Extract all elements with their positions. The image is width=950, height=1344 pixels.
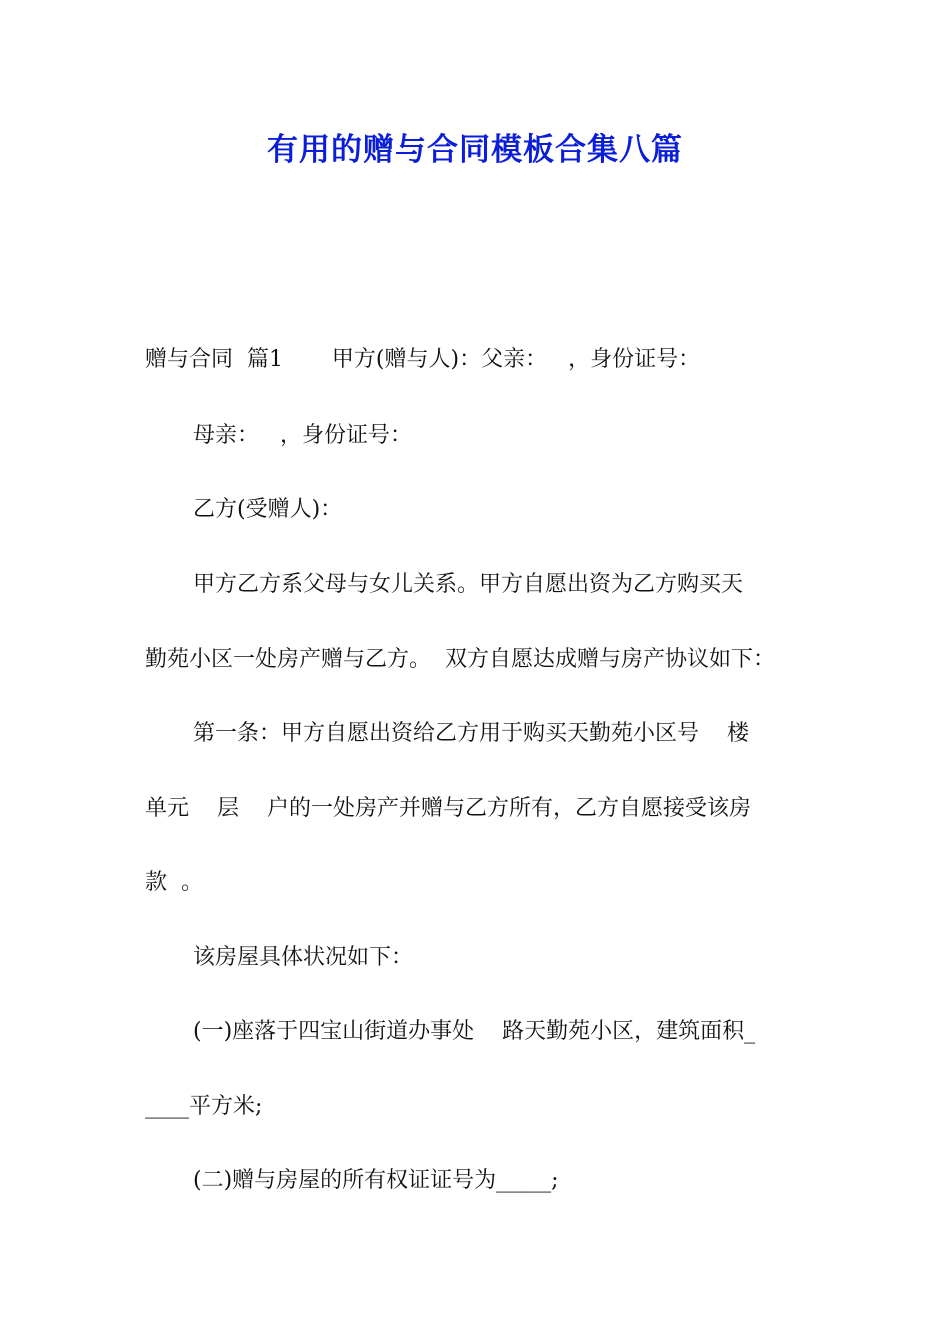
paragraph-line-article-1-cont: 单元 层 户的一处房产并赠与乙方所有，乙方自愿接受该房 [145, 796, 751, 821]
paragraph-line-party-b: 乙方(受赠人)： [193, 497, 343, 522]
paragraph-line-article-1: 第一条：甲方自愿出资给乙方用于购买天勤苑小区号 楼 [193, 721, 749, 746]
paragraph-line-article-1-end: 款 。 [145, 870, 203, 895]
document-title: 有用的赠与合同模板合集八篇 [267, 132, 683, 168]
paragraph-line-contract-heading: 赠与合同 篇1 甲方(赠与人)：父亲： ，身份证号： [145, 347, 701, 372]
paragraph-line-mother: 母亲： ，身份证号： [193, 423, 412, 448]
paragraph-line-item-1: (一)座落于四宝山街道办事处 路天勤苑小区，建筑面积_ [193, 1019, 756, 1044]
paragraph-line-agreement: 勤苑小区一处房产赠与乙方。 双方自愿达成赠与房产协议如下： [145, 647, 775, 672]
paragraph-line-relationship: 甲方乙方系父母与女儿关系。甲方自愿出资为乙方购买天 [193, 572, 744, 597]
paragraph-line-item-1-cont: ____平方米; [145, 1094, 263, 1119]
paragraph-line-house-status: 该房屋具体状况如下： [193, 945, 414, 970]
paragraph-line-item-2: (二)赠与房屋的所有权证证号为_____; [193, 1168, 559, 1193]
